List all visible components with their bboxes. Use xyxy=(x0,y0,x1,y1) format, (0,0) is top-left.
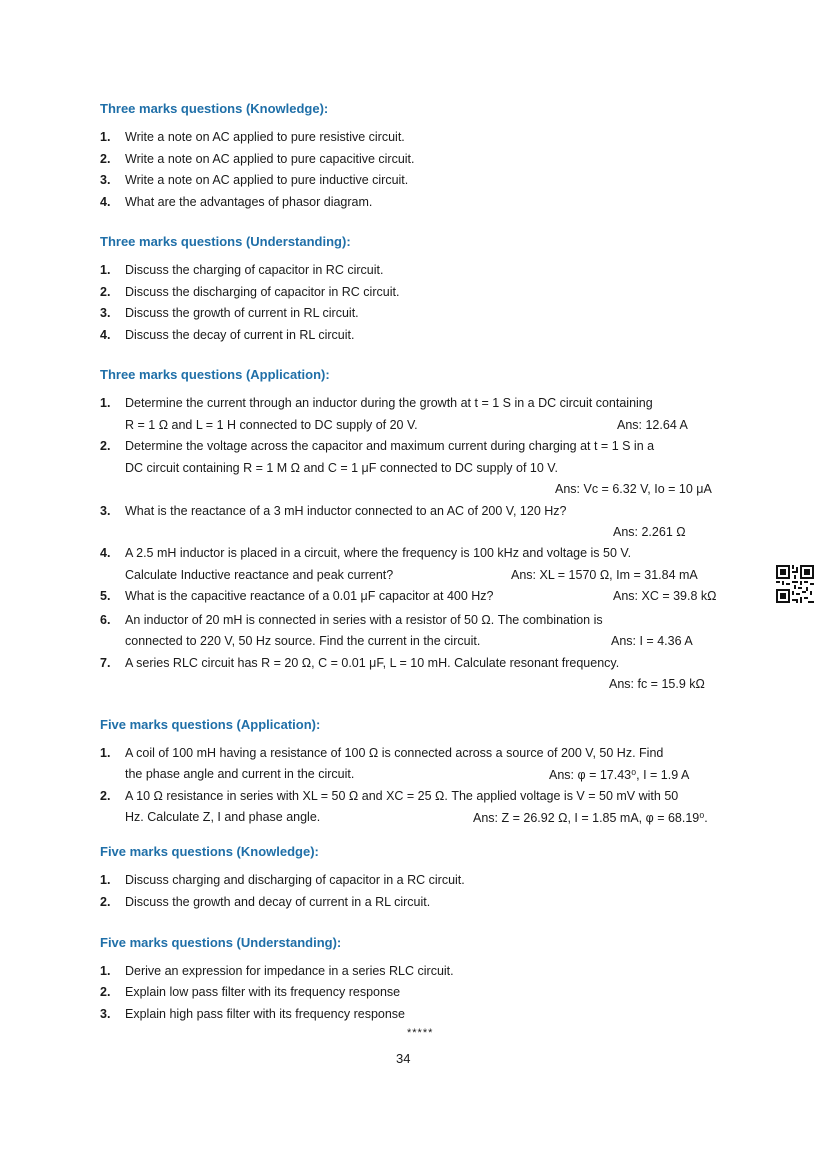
section-heading-three-marks-knowledge: Three marks questions (Knowledge): xyxy=(100,101,329,116)
question-number: 7. xyxy=(100,656,111,670)
question-text: Explain low pass filter with its frequency response xyxy=(125,985,401,999)
question-text-cont: R = 1 Ω and L = 1 H connected to DC supply of 20 V. xyxy=(125,418,418,432)
question-text: Determine the current through an inductor during the growth at t = 1 S in a DC circuit containing xyxy=(125,396,653,410)
question-text: Discuss the decay of current in RL circuit. xyxy=(125,328,355,342)
question-text: Determine the voltage across the capacitor and maximum current during charging at t = 1 S in a xyxy=(125,439,655,453)
end-marker: ***** xyxy=(407,1027,434,1039)
question-text: A 10 Ω resistance in series with XL = 50 Ω and XC = 25 Ω. The applied voltage is V = 50 mV with 50 xyxy=(125,789,679,803)
answer: Ans: fc = 15.9 kΩ xyxy=(609,677,705,691)
question-number: 2. xyxy=(100,439,111,453)
question-text: What is the capacitive reactance of a 0.01 μF capacitor at 400 Hz? xyxy=(125,589,494,603)
question-number: 3. xyxy=(100,1007,111,1021)
question-text-cont: DC circuit containing R = 1 M Ω and C = 1 μF connected to DC supply of 10 V. xyxy=(125,461,558,475)
question-number: 1. xyxy=(100,873,111,887)
question-number: 4. xyxy=(100,546,111,560)
question-number: 2. xyxy=(100,985,111,999)
question-text: Derive an expression for impedance in a series RLC circuit. xyxy=(125,964,454,978)
question-text: Discuss charging and discharging of capacitor in a RC circuit. xyxy=(125,873,465,887)
question-text-cont: Hz. Calculate Z, I and phase angle. xyxy=(125,810,321,824)
answer: Ans: 2.261 Ω xyxy=(613,525,686,539)
question-number: 3. xyxy=(100,306,111,320)
question-text: Discuss the growth of current in RL circuit. xyxy=(125,306,359,320)
question-text: Discuss the growth and decay of current in a RL circuit. xyxy=(125,895,431,909)
question-number: 2. xyxy=(100,285,111,299)
section-heading-three-marks-understanding: Three marks questions (Understanding): xyxy=(100,234,351,249)
section-heading-five-marks-knowledge: Five marks questions (Knowledge): xyxy=(100,844,319,859)
answer: Ans: φ = 17.43⁰, I = 1.9 A xyxy=(549,768,690,782)
question-text-cont: the phase angle and current in the circuit. xyxy=(125,767,355,781)
question-number: 4. xyxy=(100,195,111,209)
answer: Ans: Z = 26.92 Ω, I = 1.85 mA, φ = 68.19⁰. xyxy=(473,811,708,825)
question-text: A 2.5 mH inductor is placed in a circuit, where the frequency is 100 kHz and voltage is 50 V. xyxy=(125,546,632,560)
question-text-cont: Calculate Inductive reactance and peak current? xyxy=(125,568,394,582)
answer: Ans: XL = 1570 Ω, Im = 31.84 mA xyxy=(511,568,698,582)
question-number: 1. xyxy=(100,746,111,760)
question-text: What are the advantages of phasor diagram. xyxy=(125,195,373,209)
answer: Ans: Vc = 6.32 V, Io = 10 μA xyxy=(555,482,712,496)
question-text: What is the reactance of a 3 mH inductor connected to an AC of 200 V, 120 Hz? xyxy=(125,504,567,518)
question-number: 1. xyxy=(100,130,111,144)
question-number: 2. xyxy=(100,789,111,803)
question-text-cont: connected to 220 V, 50 Hz source. Find the current in the circuit. xyxy=(125,634,481,648)
question-text: Write a note on AC applied to pure capacitive circuit. xyxy=(125,152,415,166)
question-text: Discuss the charging of capacitor in RC circuit. xyxy=(125,263,384,277)
question-text: Write a note on AC applied to pure resistive circuit. xyxy=(125,130,405,144)
question-text: Discuss the discharging of capacitor in RC circuit. xyxy=(125,285,400,299)
section-heading-five-marks-application: Five marks questions (Application): xyxy=(100,717,321,732)
answer: Ans: 12.64 A xyxy=(617,418,688,432)
question-text: Write a note on AC applied to pure inductive circuit. xyxy=(125,173,409,187)
question-number: 2. xyxy=(100,895,111,909)
answer: Ans: XC = 39.8 kΩ xyxy=(613,589,717,603)
answer: Ans: I = 4.36 A xyxy=(611,634,693,648)
question-text: A coil of 100 mH having a resistance of 100 Ω is connected across a source of 200 V, 50 Hz. Find xyxy=(125,746,664,760)
question-number: 4. xyxy=(100,328,111,342)
question-number: 3. xyxy=(100,173,111,187)
question-number: 2. xyxy=(100,152,111,166)
question-text: A series RLC circuit has R = 20 Ω, C = 0.01 μF, L = 10 mH. Calculate resonant frequency. xyxy=(125,656,620,670)
question-number: 6. xyxy=(100,613,111,627)
question-number: 3. xyxy=(100,504,111,518)
section-heading-three-marks-application: Three marks questions (Application): xyxy=(100,367,330,382)
question-number: 5. xyxy=(100,589,111,603)
question-number: 1. xyxy=(100,964,111,978)
qr-code-icon xyxy=(776,565,814,603)
question-text: An inductor of 20 mH is connected in series with a resistor of 50 Ω. The combination is xyxy=(125,613,603,627)
question-number: 1. xyxy=(100,396,111,410)
question-number: 1. xyxy=(100,263,111,277)
section-heading-five-marks-understanding: Five marks questions (Understanding): xyxy=(100,935,342,950)
page-number: 34 xyxy=(396,1051,411,1066)
question-text: Explain high pass filter with its frequency response xyxy=(125,1007,406,1021)
